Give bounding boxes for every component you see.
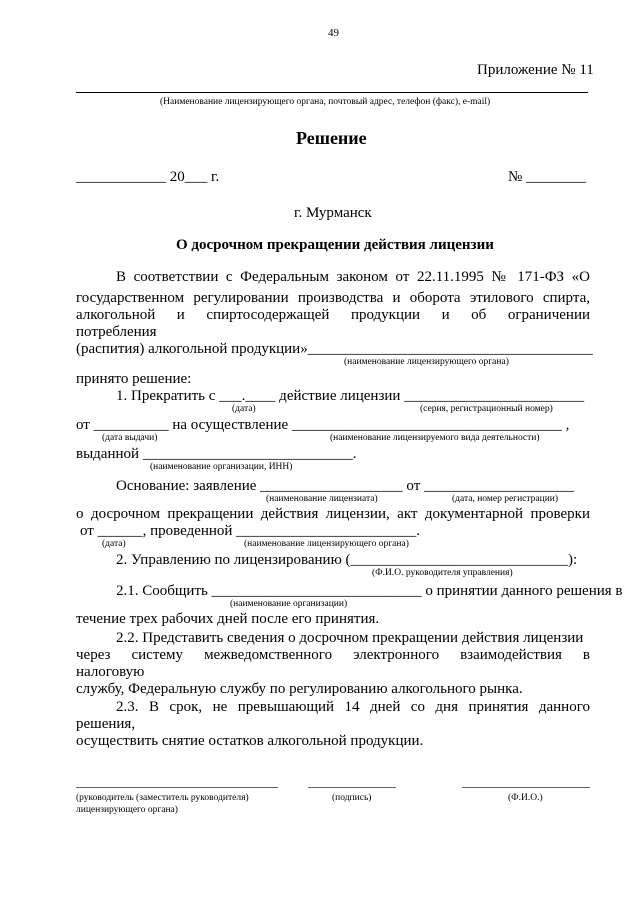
body-line: алкогольной и спиртосодержащей продукции и об ограничении	[76, 307, 590, 323]
body-line: потребления	[76, 324, 157, 340]
item-2-3-line-3: осуществить снятие остатков алкогольной продукции.	[76, 733, 424, 749]
caption-head-position-2: лицензирующего органа)	[76, 805, 178, 815]
caption-head-position: (руководитель (заместитель руководителя)	[76, 793, 249, 803]
decision-subject: О досрочном прекращении действия лицензии	[176, 237, 494, 253]
caption-licensing-authority-2: (наименование лицензирующего органа)	[244, 539, 409, 549]
item-2-2-line-4: службу, Федеральную службу по регулированию алкогольного рынка.	[76, 681, 523, 697]
caption-registration: (дата, номер регистрации)	[452, 494, 559, 504]
item-2-3-line-2: решения,	[76, 716, 136, 732]
caption-licensing-authority: (наименование лицензирующего органа)	[344, 357, 509, 367]
number-line: № ________	[508, 169, 587, 185]
caption-signature: (подпись)	[332, 793, 372, 803]
body-line: государственном регулировании производства и оборота этилового спирта,	[76, 290, 590, 306]
caption-licensee: (наименование лицензиата)	[266, 494, 378, 504]
decision-label: принято решение:	[76, 371, 192, 387]
city-label: г. Мурманск	[294, 205, 372, 221]
item-2: 2. Управлению по лицензированию (_____________________________):	[116, 552, 578, 568]
caption-org-inn: (наименование организации, ИНН)	[150, 462, 293, 472]
item-2-1-line-2: течение трех рабочих дней после его принятия.	[76, 611, 380, 627]
signature-line-fio	[462, 787, 590, 788]
item-2-2: 2.2. Представить сведения о досрочном прекращении действия лицензии	[116, 630, 584, 646]
page-number: 49	[328, 27, 339, 39]
body-line: (распития) алкогольной продукции»______________________________________	[76, 341, 593, 357]
item-2-1: 2.1. Сообщить ____________________________ о принятии данного решения в	[116, 583, 623, 599]
caption-org-name: (наименование организации)	[230, 599, 348, 609]
signature-line-sign	[308, 787, 396, 788]
basis-line-3: от ______, проведенной ________________________.	[80, 523, 420, 539]
body-line: В соответствии с Федеральным законом от 22.11.1995 № 171-ФЗ «О	[116, 269, 590, 285]
signature-line-head	[76, 787, 278, 788]
date-line: ____________ 20___ г.	[76, 169, 220, 185]
item-1-line-3: выданной ____________________________.	[76, 446, 357, 462]
caption-activity: (наименование лицензируемого вида деятельности)	[330, 433, 540, 443]
item-2-2-line-2: через системy межведомственного электронного взаимодействия в	[76, 647, 590, 663]
caption-fio: (Ф.И.О.)	[508, 793, 543, 803]
header-caption: (Наименование лицензирующего органа, почтовый адрес, телефон (факс), e-mail)	[160, 97, 491, 107]
item-2-3: 2.3. В срок, не превышающий 14 дней со дня принятия данного	[116, 699, 590, 715]
caption-date: (дата)	[232, 404, 256, 414]
document-title: Решение	[296, 128, 367, 148]
caption-issue-date: (дата выдачи)	[102, 433, 158, 443]
appendix-label: Приложение № 11	[477, 62, 594, 78]
caption-series: (серия, регистрационный номер)	[420, 404, 553, 414]
item-2-2-line-3: налоговую	[76, 664, 145, 680]
caption-date-2: (дата)	[102, 539, 126, 549]
item-1: 1. Прекратить с ___.____ действие лицензии ________________________	[116, 388, 585, 404]
basis-line-2: о досрочном прекращении действия лицензии, акт документарной проверки	[76, 506, 590, 522]
item-1-line-2: от __________ на осуществление ____________________________________ ,	[76, 417, 570, 433]
caption-head-name: (Ф.И.О. руководителя управления)	[372, 568, 513, 578]
basis-line: Основание: заявление ___________________ от ____________________	[116, 478, 575, 494]
header-line	[76, 92, 588, 93]
